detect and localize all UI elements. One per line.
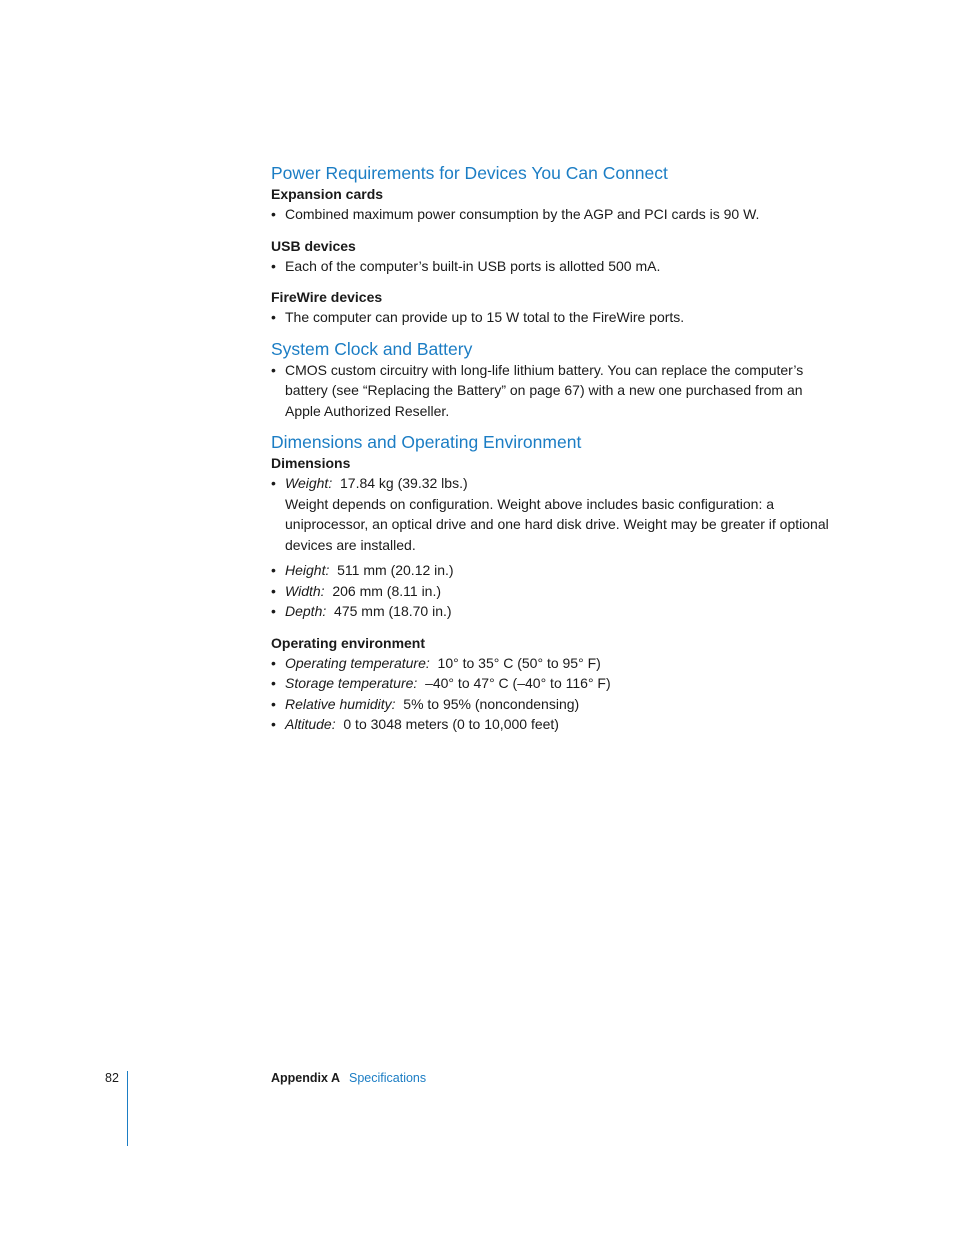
footer-section: Specifications [349,1071,427,1085]
bullet-icon: • [271,309,276,325]
bullet-icon: • [271,675,276,691]
heading-system-clock: System Clock and Battery [271,338,473,359]
heading-dimensions-environment: Dimensions and Operating Environment [271,432,582,452]
bullet-icon: • [271,361,276,378]
firewire-devices-list [271,307,831,328]
expansion-cards-list [271,204,831,225]
bullet-icon: • [271,582,276,599]
bullet-icon: • [271,695,276,712]
footer-divider [127,1071,128,1146]
bullet-icon: • [271,654,276,671]
page-number: 82 [105,1071,119,1085]
list-item: • Combined maximum power consumption by the AGP and PCI cards is 90 W. [271,204,831,225]
list-item: • CMOS custom circuitry with long-life lithium battery. You can replace the computer’s battery (see “Replacing the Battery” on page 67) with a new one purchased from an Apple Authorized Reseller. [271,361,804,419]
list-item: • Each of the computer’s built-in USB ports is allotted 500 mA. [271,256,831,277]
list-item: • The computer can provide up to 15 W total to the FireWire ports. [271,307,831,328]
list-item-weight: • Weight: 17.84 kg (39.32 lbs.) Weight depends on configuration. Weight above includes basic configuration: a uniprocessor, an optical drive and one hard disk drive. Weight may be greater if optional devices are installed. [271,475,829,553]
bullet-icon: • [271,475,276,491]
weight-note: Weight depends on configuration. Weight above includes basic configuration: a uniprocessor, an optical drive and one hard disk drive. Weight may be greater if optional devices are installed. [285,495,829,553]
subheading-firewire-devices: FireWire devices [271,289,383,305]
bullet-icon: • [271,257,276,274]
dimensions-list [271,473,831,555]
subheading-operating-environment: Operating environment [271,634,426,651]
bullet-icon: • [271,603,276,619]
list-item-storage-temperature: • Storage temperature: –40° to 47° C (–40° to 116° F) [271,673,831,694]
list-item-relative-humidity: • Relative humidity: 5% to 95% (noncondensing) [271,694,831,715]
bullet-icon: • [271,206,276,222]
footer-chapter: Appendix A [271,1071,340,1085]
subheading-usb-devices: USB devices [271,237,356,254]
subheading-dimensions: Dimensions [271,455,351,471]
page-content [271,162,831,735]
list-item-width: • Width: 206 mm (8.11 in.) [271,581,831,602]
list-item-depth: • Depth: 475 mm (18.70 in.) [271,601,831,622]
environment-list [271,653,831,735]
list-item-operating-temperature: • Operating temperature: 10° to 35° C (50° to 95° F) [271,653,831,674]
bullet-icon: • [271,562,276,578]
bullet-icon: • [271,716,276,732]
subheading-expansion-cards: Expansion cards [271,186,384,202]
heading-power-requirements: Power Requirements for Devices You Can Connect [271,163,668,183]
usb-devices-list [271,256,831,277]
system-clock-list [271,360,831,422]
list-item-altitude: • Altitude: 0 to 3048 meters (0 to 10,000 feet) [271,714,831,735]
dimensions-list-2 [271,560,831,622]
list-item-height: • Height: 511 mm (20.12 in.) [271,560,831,581]
